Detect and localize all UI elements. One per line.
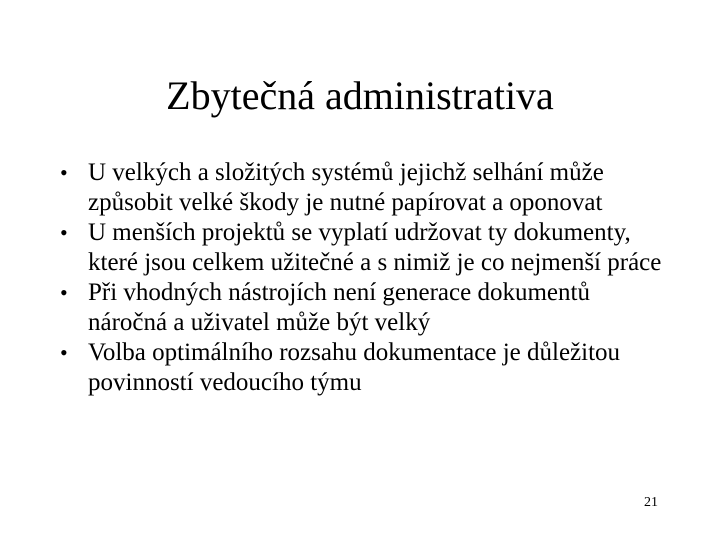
bullet-list xyxy=(56,158,668,398)
bullet-text: U menších projektů se vyplatí udržovat ty dokumenty, které jsou celkem užitečné a s nimiž je co nejmenší práce xyxy=(88,219,662,276)
bullet-icon: • xyxy=(60,220,68,245)
bullet-item xyxy=(56,278,668,338)
bullet-item xyxy=(56,158,668,218)
bullet-text: Volba optimálního rozsahu dokumentace je důležitou povinností vedoucího týmu xyxy=(88,339,621,396)
bullet-icon: • xyxy=(60,280,68,305)
bullet-text: U velkých a složitých systémů jejichž selhání může způsobit velké škody je nutné papírovat a oponovat xyxy=(88,159,604,216)
bullet-icon: • xyxy=(60,340,68,365)
bullet-text: Při vhodných nástrojích není generace dokumentů náročná a uživatel může být velký xyxy=(88,279,590,336)
bullet-icon: • xyxy=(60,160,68,185)
bullet-item xyxy=(56,338,668,398)
page-number: 21 xyxy=(644,495,658,510)
slide-title: Zbytečná administrativa xyxy=(166,73,554,118)
bullet-item xyxy=(56,218,668,278)
